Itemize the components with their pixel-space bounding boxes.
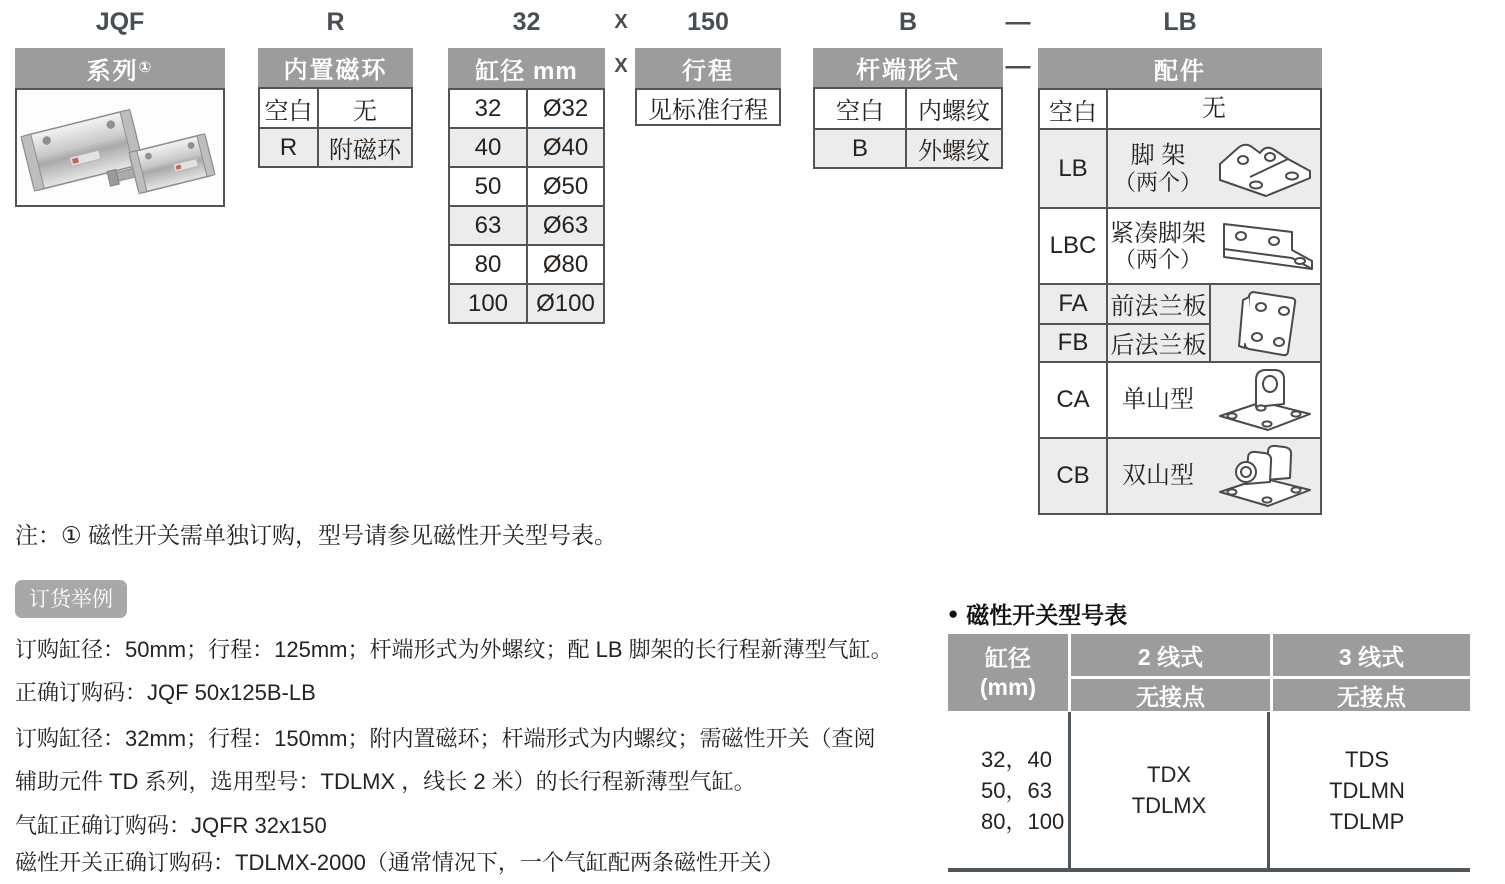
stroke-table [635, 88, 781, 126]
switch-col-bore-header [948, 634, 1068, 711]
switch-col-2wire-header: 2 线式 [1071, 634, 1270, 676]
accessory-row-ca [1040, 361, 1320, 437]
switch-table-body [948, 712, 1470, 872]
bore-group: 50，63 [981, 777, 1052, 803]
accessory-desc-name: 紧凑脚架 [1110, 219, 1206, 247]
example-line: 磁性开关正确订购码：TDLMX-2000（通常情况下，一个气缸配两条磁性开关） [15, 850, 784, 875]
footnote: 注：① 磁性开关需单独订购，型号请参见磁性开关型号表。 [15, 522, 618, 548]
accessory-row-lb [1040, 128, 1320, 207]
foot-bracket-icon [1208, 138, 1320, 200]
rod-end-header: 杆端形式 [813, 48, 1003, 87]
cylinders-illustration [18, 91, 222, 204]
code-magnet: R [326, 8, 345, 36]
table-row [450, 244, 603, 283]
stroke-value: 见标准行程 [648, 96, 768, 124]
code-series: JQF [95, 8, 145, 36]
code-dash: — [1005, 8, 1031, 36]
series-header-label: 系列 [86, 57, 139, 85]
accessory-table [1038, 88, 1322, 515]
accessory-code: CA [1056, 386, 1090, 413]
rod-code: B [851, 134, 868, 162]
bore-size: Ø80 [526, 246, 603, 283]
accessory-code: LB [1058, 154, 1088, 182]
bore-code: 100 [467, 289, 509, 317]
accessory-desc [1108, 220, 1208, 273]
bore-size: Ø50 [526, 168, 603, 205]
table-row [637, 90, 779, 124]
bore-group: 80，100 [981, 808, 1065, 834]
switch-bore-values [948, 712, 1068, 868]
rod-desc: 内螺纹 [905, 89, 1001, 128]
table-row [1040, 323, 1209, 361]
bore-code: 32 [474, 94, 502, 122]
bore-size: Ø32 [526, 90, 603, 127]
accessory-row-none [1040, 90, 1320, 128]
table-row [260, 89, 411, 127]
table-row [260, 127, 411, 166]
bore-header: 缸径 mm [448, 48, 605, 88]
switch-col-3wire-header: 3 线式 [1273, 634, 1470, 676]
table-row [815, 89, 1001, 128]
accessory-code: FB [1057, 328, 1089, 356]
example-line: 气缸正确订购码：JQFR 32x150 [15, 813, 327, 838]
table-row [1040, 285, 1209, 323]
ordering-example-badge: 订货举例 [15, 580, 127, 618]
code-accessory: LB [1163, 8, 1197, 36]
rod-desc: 外螺纹 [905, 130, 1001, 167]
rod-end-table [813, 87, 1003, 169]
bore-header-line2: (mm) [979, 673, 1037, 700]
compact-foot-bracket-icon [1208, 216, 1320, 276]
accessory-desc: 双山型 [1122, 462, 1194, 490]
connector-multiply-sign: X [614, 55, 628, 77]
accessory-desc: 无 [1202, 95, 1226, 123]
accessory-code: 空白 [1049, 98, 1097, 126]
switch-col-3wire-subheader: 无接点 [1273, 679, 1470, 711]
bore-size: Ø63 [526, 207, 603, 244]
magnet-table [258, 87, 413, 168]
accessory-desc-qty: （两个） [1113, 247, 1202, 273]
accessory-desc: 后法兰板 [1106, 325, 1209, 361]
table-row [450, 127, 603, 166]
bore-size: Ø40 [526, 129, 603, 166]
double-clevis-icon [1208, 442, 1320, 510]
bore-header-line1: 缸径 [985, 644, 1031, 671]
accessory-row-cb [1040, 437, 1320, 513]
accessory-desc-qty: （两个） [1113, 169, 1202, 195]
accessory-desc-name: 脚 架 [1130, 142, 1186, 170]
code-multiply-sign: X [614, 11, 628, 33]
pneumatic-cylinders-photo [15, 88, 225, 207]
bore-size: Ø100 [526, 285, 603, 322]
code-stroke: 150 [687, 8, 729, 36]
table-row [450, 283, 603, 322]
switch-2wire-models [1068, 712, 1267, 868]
table-row [815, 128, 1001, 167]
magnet-header: 内置磁环 [258, 48, 413, 87]
bore-code: 40 [474, 133, 502, 161]
code-rod-end: B [898, 8, 918, 36]
example-line: 正确订购码：JQF 50x125B-LB [15, 680, 316, 705]
switch-3wire-models [1267, 712, 1464, 868]
flange-plate-icon [1209, 285, 1320, 361]
table-row [450, 90, 603, 127]
accessory-desc: 前法兰板 [1106, 285, 1209, 323]
model-number: TDLMX [1131, 793, 1207, 818]
magnet-code: R [279, 133, 298, 161]
code-bore: 32 [512, 8, 541, 36]
switch-col-2wire-subheader: 无接点 [1071, 679, 1270, 711]
switch-table-title-text: 磁性开关型号表 [966, 602, 1128, 628]
accessory-code: FA [1058, 289, 1088, 317]
switch-table [948, 634, 1470, 872]
accessory-code: CB [1056, 462, 1090, 489]
table-row [450, 205, 603, 244]
bore-code: 63 [474, 211, 502, 239]
switch-table-title [948, 597, 1127, 630]
bore-code: 80 [474, 250, 502, 278]
magnet-code: 空白 [264, 97, 313, 125]
example-line: 辅助元件 TD 系列，选用型号：TDLMX ，线长 2 米）的长行程新薄型气缸。 [15, 769, 756, 794]
accessory-code: LBC [1049, 232, 1097, 259]
accessory-row-lbc [1040, 207, 1320, 283]
single-clevis-icon [1208, 366, 1320, 434]
magnet-desc: 附磁环 [317, 129, 411, 166]
rod-code: 空白 [836, 98, 884, 125]
switch-table-header [948, 634, 1470, 711]
series-header: 系列 ① [15, 48, 225, 88]
example-line: 订购缸径：32mm；行程：150mm；附内置磁环；杆端形式为内螺纹；需磁性开关（查阅 [15, 726, 876, 751]
bore-code: 50 [474, 172, 502, 200]
bullet-icon: ● [948, 603, 959, 623]
accessory-header: 配件 [1038, 48, 1322, 88]
example-line: 订购缸径：50mm；行程：125mm；杆端形式为外螺纹；配 LB 脚架的长行程新薄型气缸。 [15, 637, 893, 662]
bore-group: 32，40 [981, 746, 1052, 772]
model-number: TDS [1345, 746, 1389, 772]
model-number: TDLMP [1329, 808, 1405, 834]
accessory-row-fa-fb [1040, 283, 1320, 361]
table-row [450, 166, 603, 205]
model-number: TDX [1147, 762, 1191, 787]
bore-table [448, 88, 605, 324]
connector-dash: — [1005, 52, 1031, 80]
accessory-fa-fb-labels [1040, 285, 1209, 361]
stroke-header: 行程 [635, 48, 781, 88]
magnet-desc: 无 [317, 89, 411, 127]
accessory-desc [1108, 142, 1208, 195]
accessory-desc: 单山型 [1122, 386, 1194, 414]
model-number: TDLMN [1329, 777, 1405, 803]
